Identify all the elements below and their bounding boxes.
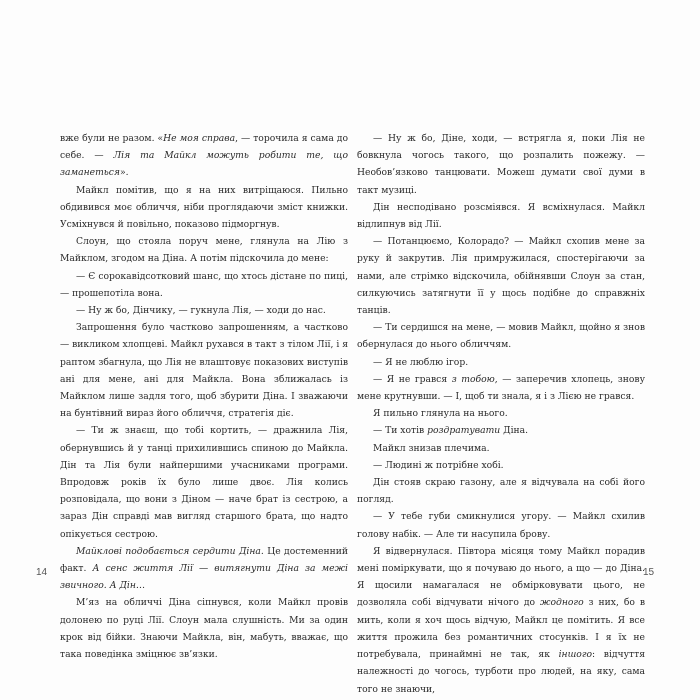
paragraph: Майклові подобається сердити Діна. Це достеменний факт. А сенс життя Лії — витягнути Діна за межі звичного. А Дін… xyxy=(60,545,348,592)
paragraph: М’яз на обличчі Діна сіпнувся, коли Майкл провів долонею по руці Лії. Слоун мала слушність. Ми за один крок від бійки. Знаючи Майкла, він, мабуть, вважає, що така поведінка зміцнює зв’язки. xyxy=(60,597,348,661)
paragraph: Я відвернулася. Півтора місяця тому Майкл порадив мені поміркувати, що я почуваю до нього, а що — до Діна. Я щосили намагалася не обмірковувати цього, не дозволяла собі відчувати нічого до жодного з них, бо в мить, коли я хоч щось відчую, Майкл це помітить. Я все життя прожила без романтичних стосунків. І я їх не потребувала, принаймні не так, як іншого: відчуття належності до чогось, турботи про людей, на яку, сама того не знаючи, xyxy=(357,545,645,695)
paragraph: — Ти ж знаєш, що тобі кортить, — дражнила Лія, обернувшись й у танці прихилившись спиною до Майкла. Дін та Лія були найпершими учасниками програми. Впродовж років їх було лише двоє. Лія колись розповідала, що вони з Діном — наче брат із сестрою, а зараз Дін справді мав вигляд старшого брата, що надто опікується сестрою. xyxy=(60,425,348,540)
paragraph: — Ти сердишся на мене, — мовив Майкл, щойно я знов обернулася до нього обличчям. xyxy=(357,322,645,351)
paragraph: — Ти хотів роздратувати Діна. xyxy=(373,425,529,437)
paragraph: — Ну ж бо, Дінчику, — гукнула Лія, — ходи до нас. xyxy=(76,305,326,317)
paragraph: — У тебе губи смикнулися угору. — Майкл схилив голову набік. — Але ти насупила брову. xyxy=(357,511,645,540)
paragraph: — Ну ж бо, Діне, ходи, — встрягла я, поки Лія не бовкнула чогось такого, що розпалить пожежу. — Необов’язково танцювати. Можеш думати свої думи в такт музиці. xyxy=(357,133,645,196)
paragraph: — Людині ж потрібне хобі. xyxy=(373,459,504,471)
paragraph: — Потанцюємо, Колорадо? — Майкл схопив мене за руку й закрутив. Лія примружилася, спостерігаючи за нами, але стрімко відскочила, обійнявши Слоун за стан, силкуючись затягнути її у щось подібне до справжніх танців. xyxy=(357,236,645,317)
paragraph: Запрошення було частково запрошенням, а частково — викликом хлопцеві. Майкл рухався в такт з тілом Лії, і я раптом збагнула, що Лія не влаштовує показових виступів ані для мене, ані для Майкла. Вона зближалась із Майклом лише задля того, щоб збурити Діна. І зважаючи на бунтівний вираз його обличчя, стратегія діє. xyxy=(60,322,348,420)
paragraph: — Є сорокавідсотковий шанс, що хтось дістане по пиці, — прошепотіла вона. xyxy=(60,270,348,299)
paragraph: — Я не грався з тобою, — заперечив хлопець, знову мене крутнувши. — І, щоб ти знала, я і з Лією не грався. xyxy=(357,373,645,403)
paragraph: Майкл помітив, що я на них витріщаюся. Пильно обдивився моє обличчя, ніби проглядаючи зміст книжки. Усміхнувся й повільно, показово підморгнув. xyxy=(60,184,348,231)
paragraph: вже були не разом. «Не моя справа, — торочила я сама до себе. — Лія та Майкл можуть робити те, що заманеться». xyxy=(60,133,349,179)
paragraph: Слоун, що стояла поруч мене, глянула на Лію з Майклом, згодом на Діна. А потім підскочила до мене: xyxy=(60,236,348,265)
paragraph: Дін несподівано розсміявся. Я всміхнулася. Майкл відлипнув від Лії. xyxy=(357,201,645,231)
left-page-text xyxy=(60,130,348,663)
paragraph: — Я не люблю ігор. xyxy=(373,356,469,368)
right-page-number: 15 xyxy=(643,567,655,578)
paragraph: Майкл знизав плечима. xyxy=(373,442,490,454)
paragraph: Дін стояв скраю газону, але я відчувала на собі його погляд. xyxy=(357,477,645,506)
left-page-number: 14 xyxy=(36,567,48,578)
right-page-text xyxy=(357,130,645,698)
paragraph: Я пильно глянула на нього. xyxy=(373,408,508,420)
